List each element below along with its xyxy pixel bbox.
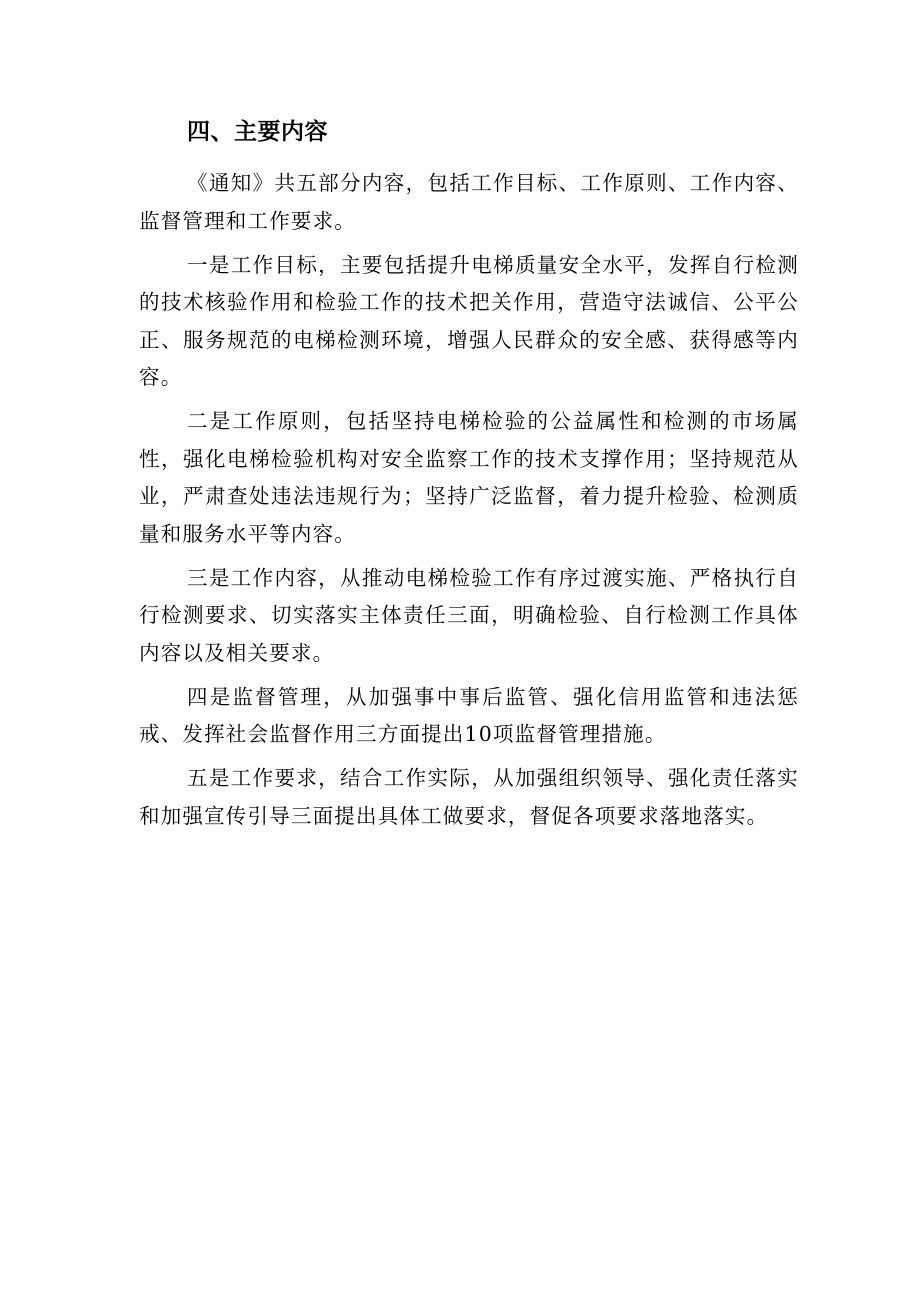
paragraph-principles: 二是工作原则，包括坚持电梯检验的公益属性和检测的市场属性，强化电梯检验机构对安全监察工作的技术支撑作用；坚持规范从业，严肃查处违法违规行为；坚持广泛监督，着力提升检验、检测质量和服务水平等内容。 (139, 409, 799, 546)
paragraph-content: 三是工作内容，从推动电梯检验工作有序过渡实施、严格执行自行检测要求、切实落实主体责任三面，明确检验、自行检测工作具体内容以及相关要求。 (139, 565, 799, 665)
paragraph-goals: 一是工作目标，主要包括提升电梯质量安全水平，发挥自行检测的技术核验作用和检验工作的技术把关作用，营造守法诚信、公平公正、服务规范的电梯检测环境，增强人民群众的安全感、获得感等内容。 (139, 252, 799, 389)
section-heading: 四、主要内容 (187, 119, 328, 145)
paragraph-supervision: 四是监督管理，从加强事中事后监管、强化信用监管和违法惩戒、发挥社会监督作用三方面提出10项监督管理措施。 (139, 684, 799, 746)
paragraph-requirements: 五是工作要求，结合工作实际，从加强组织领导、强化责任落实和加强宣传引导三面提出具体工做要求，督促各项要求落地落实。 (139, 766, 799, 828)
document-body (139, 114, 799, 842)
paragraph-overview: 《通知》共五部分内容，包括工作目标、工作原则、工作内容、监督管理和工作要求。 (139, 171, 799, 233)
